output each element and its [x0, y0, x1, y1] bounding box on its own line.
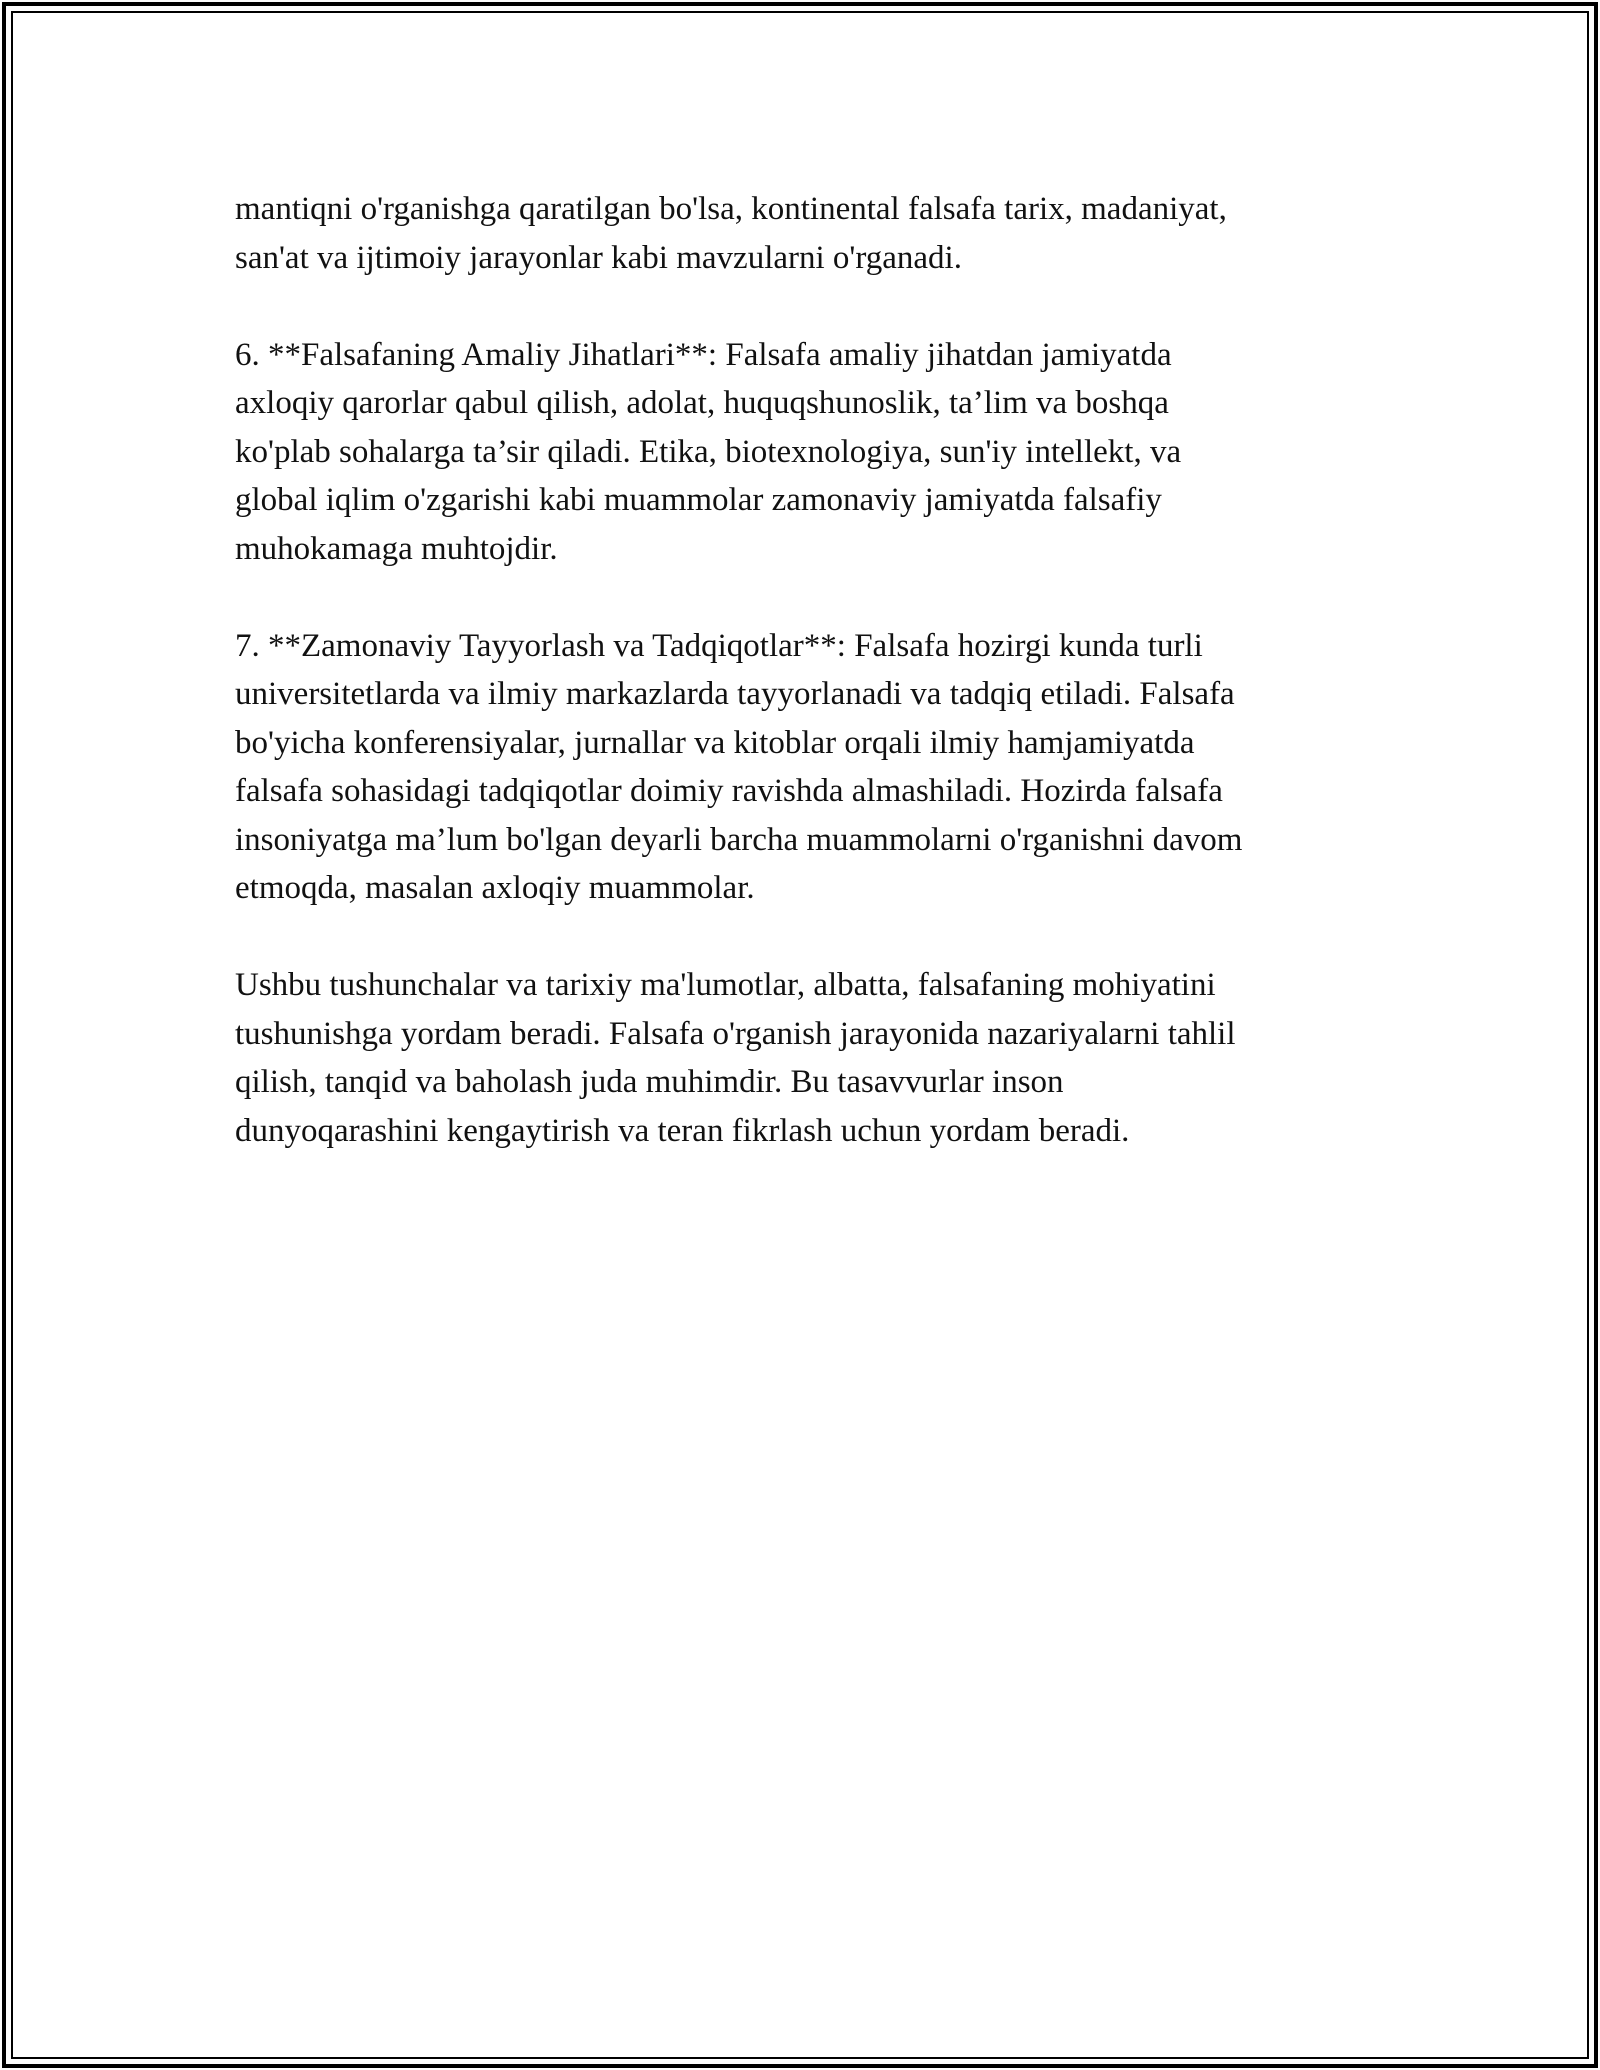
paragraph-continental-philosophy: mantiqni o'rganishga qaratilgan bo'lsa, kontinental falsafa tarix, madaniyat, san'at va ijtimoiy jarayonlar kabi mavzularni o'rganadi. — [235, 191, 1227, 276]
document-body — [235, 185, 1375, 1204]
paragraph-conclusion: Ushbu tushunchalar va tarixiy ma'lumotlar, albatta, falsafaning mohiyatini tushunishga yordam beradi. Falsafa o'rganish jarayonida nazariyalarni tahlil qilish, tanqid va baholash juda muhimdir. Bu tasavvurlar inson dunyoqarashini kengaytirish va teran fikrlash uchun yordam beradi. — [235, 967, 1236, 1149]
paragraph-modern-research: 7. **Zamonaviy Tayyorlash va Tadqiqotlar**: Falsafa hozirgi kunda turli universitetlarda va ilmiy markazlarda tayyorlanadi va tadqiq etiladi. Falsafa bo'yicha konferensiyalar, jurnallar va kitoblar orqali ilmiy hamjamiyatda falsafa sohasidagi tadqiqotlar doimiy ravishda almashiladi. Hozirda falsafa insoniyatga ma’lum bo'lgan deyarli barcha muammolarni o'rganishni davom etmoqda, masalan axloqiy muammolar. — [235, 627, 1243, 906]
paragraph-practical-aspects: 6. **Falsafaning Amaliy Jihatlari**: Falsafa amaliy jihatdan jamiyatda axloqiy qarorlar qabul qilish, adolat, huquqshunoslik, ta’lim va boshqa ko'plab sohalarga ta’sir qiladi. Etika, biotexnologiya, sun'iy intellekt, va global iqlim o'zgarishi kabi muammolar zamonaviy jamiyatda falsafiy muhokamaga muhtojdir. — [235, 336, 1182, 567]
